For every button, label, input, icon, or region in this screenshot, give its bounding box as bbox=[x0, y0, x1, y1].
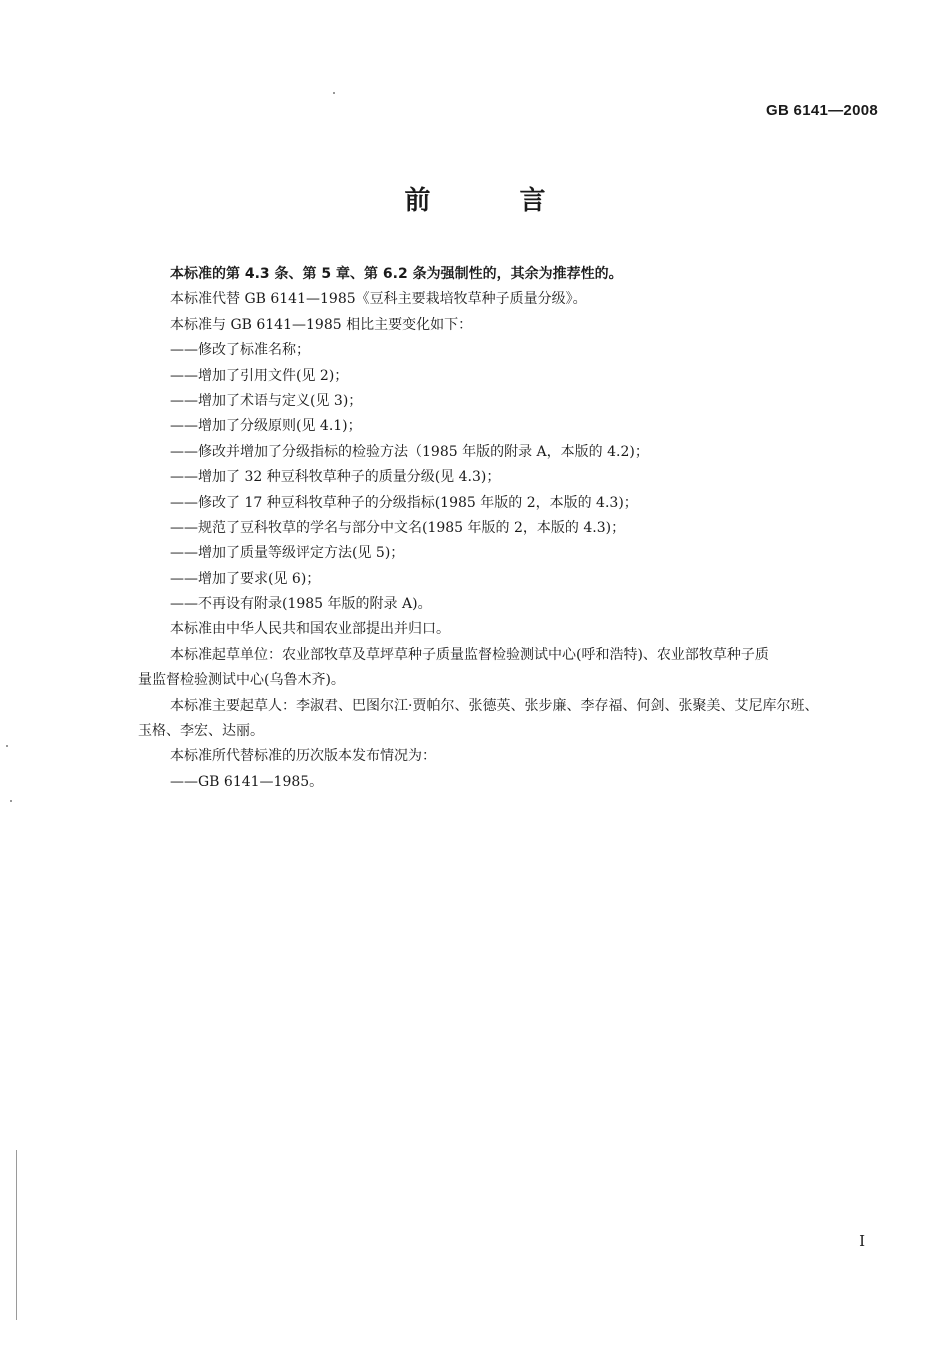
drafting-units-line-1: 本标准起草单位：农业部牧草及草坪草种子质量监督检验测试中心(呼和浩特)、农业部牧草种子质 bbox=[170, 646, 769, 663]
drafters-line-1: 本标准主要起草人：李淑君、巴图尔江·贾帕尔、张德英、张步廉、李存福、何剑、张聚美、艾尼库尔班、 bbox=[170, 697, 819, 714]
page-title: 前 言 bbox=[404, 186, 586, 216]
scan-speck bbox=[333, 92, 335, 94]
change-item: ——增加了 32 种豆科牧草种子的质量分级(见 4.3)； bbox=[170, 469, 501, 486]
change-item: ——增加了术语与定义(见 3)； bbox=[170, 392, 363, 409]
changes-intro: 本标准与 GB 6141—1985 相比主要变化如下： bbox=[170, 316, 473, 333]
change-item: ——规范了豆科牧草的学名与部分中文名(1985 年版的 2，本版的 4.3)； bbox=[170, 519, 626, 536]
document-body bbox=[138, 262, 883, 795]
proposer-statement: 本标准由中华人民共和国农业部提出并归口。 bbox=[170, 621, 450, 638]
scan-edge-mark bbox=[16, 1150, 17, 1320]
mandatory-clause-statement: 本标准的第 4.3 条、第 5 章、第 6.2 条为强制性的，其余为推荐性的。 bbox=[170, 266, 623, 282]
change-item: ——增加了要求(见 6)； bbox=[170, 570, 321, 587]
drafting-units-line-2: 量监督检验测试中心(乌鲁木齐)。 bbox=[138, 672, 345, 689]
drafters-line-2: 玉格、李宏、达丽。 bbox=[138, 723, 264, 740]
change-item: ——修改并增加了分级指标的检验方法（1985 年版的附录 A，本版的 4.2)； bbox=[170, 443, 649, 460]
change-item: ——增加了分级原则(见 4.1)； bbox=[170, 418, 362, 435]
change-item: ——增加了引用文件(见 2)； bbox=[170, 367, 349, 384]
change-item: ——修改了标准名称； bbox=[170, 342, 310, 359]
history-item: ——GB 6141—1985。 bbox=[170, 773, 324, 790]
scan-speck bbox=[6, 745, 8, 747]
change-item: ——不再设有附录(1985 年版的附录 A)。 bbox=[170, 596, 432, 613]
standard-number: GB 6141—2008 bbox=[765, 102, 878, 119]
scan-speck bbox=[10, 800, 12, 802]
page-number: I bbox=[859, 1232, 865, 1250]
history-intro: 本标准所代替标准的历次版本发布情况为： bbox=[170, 748, 436, 765]
change-item: ——增加了质量等级评定方法(见 5)； bbox=[170, 545, 405, 562]
change-item: ——修改了 17 种豆科牧草种子的分级指标(1985 年版的 2，本版的 4.3)； bbox=[170, 494, 638, 511]
replacement-statement: 本标准代替 GB 6141—1985《豆科主要栽培牧草种子质量分级》。 bbox=[170, 291, 587, 308]
